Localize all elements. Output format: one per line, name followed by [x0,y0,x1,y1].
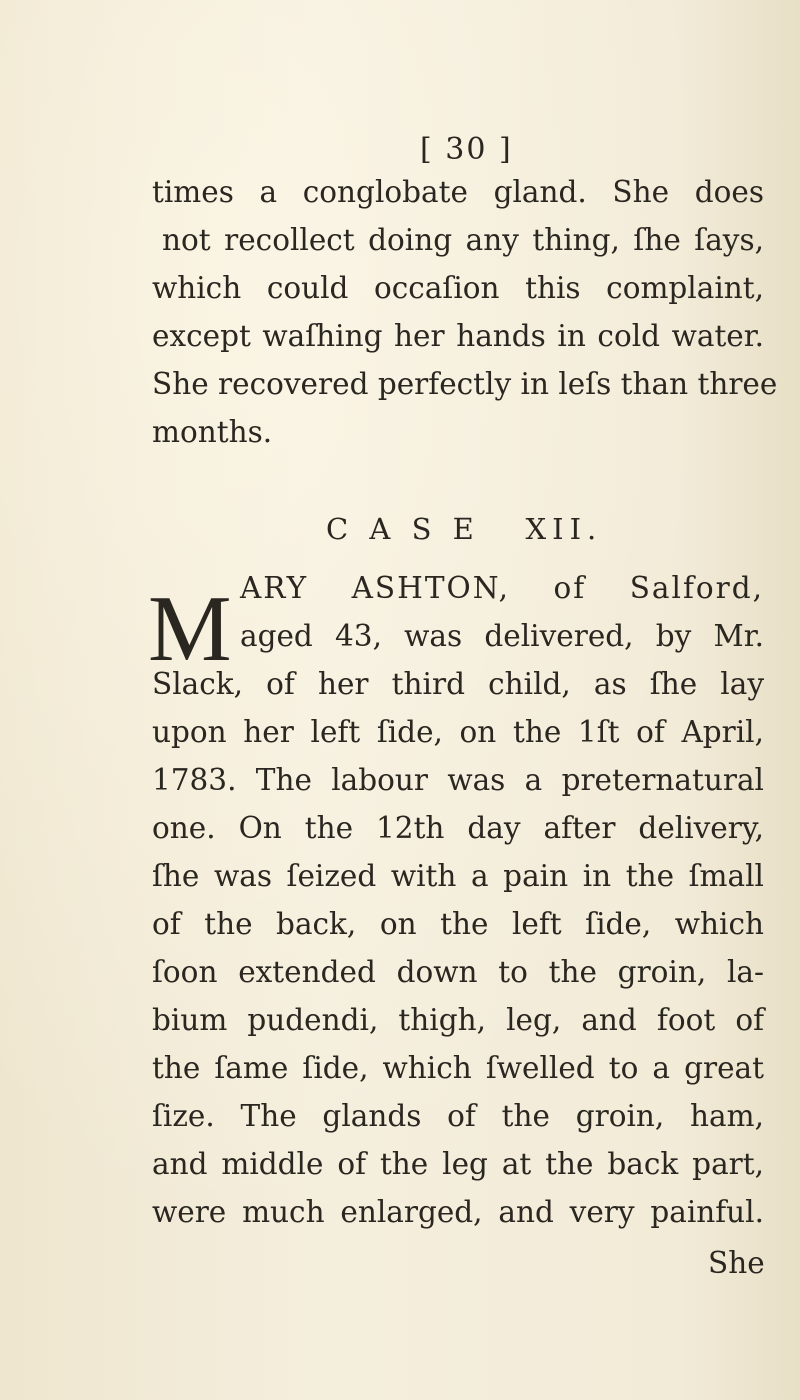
text-line: Slack, of her third child, as ſhe lay [152,667,764,701]
page-number: [ 30 ] [420,132,513,167]
text-line: bium pudendi, thigh, leg, and foot of [152,1003,764,1037]
text-line: the ſame ſide, which ſwelled to a great [152,1051,764,1085]
text-line: She recovered perfectly in leſs than three [152,367,778,401]
case-heading: C A S E XII. [326,512,603,546]
text-line: times a conglobate gland. She does [152,175,764,209]
drop-cap: M [148,577,232,681]
text-line: months. [152,415,273,449]
text-line: upon her left ſide, on the 1ſt of April, [152,715,764,749]
text-line: 1783. The labour was a preternatural [152,763,764,797]
text-line: ARY ASHTON, of Salford, [240,571,764,605]
text-line: aged 43, was delivered, by Mr. [240,619,764,653]
text-line: which could occaſion this complaint, [152,271,764,305]
text-line: except waſhing her hands in cold water. [152,319,764,353]
catchword: She [708,1246,765,1280]
text-line: ſhe was ſeized with a pain in the ſmall [152,859,764,893]
text-line: one. On the 12th day after delivery, [152,811,764,845]
text-line: were much enlarged, and very painful. [152,1195,764,1229]
text-line: and middle of the leg at the back part, [152,1147,764,1181]
text-line: of the back, on the left ſide, which [152,907,764,941]
text-line: not recollect doing any thing, ſhe ſays, [162,223,764,257]
text-line: ſoon extended down to the groin, la- [152,955,764,989]
text-line: ſize. The glands of the groin, ham, [152,1099,764,1133]
